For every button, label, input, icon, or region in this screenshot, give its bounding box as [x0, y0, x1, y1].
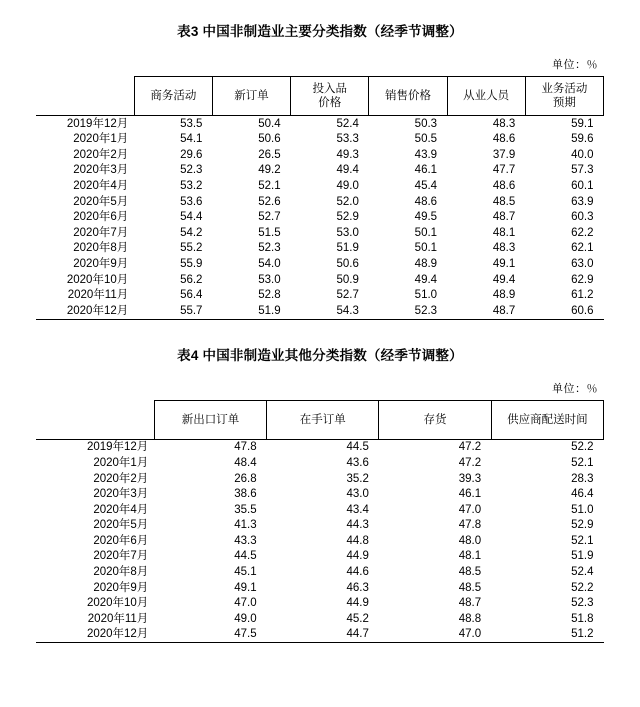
table-row	[36, 502, 604, 518]
cell-value: 47.0	[379, 627, 491, 643]
cell-value: 52.1	[571, 456, 594, 469]
cell-value: 47.8	[458, 519, 482, 532]
table-row	[36, 455, 604, 471]
cell-value: 44.9	[346, 597, 369, 610]
cell-value: 26.5	[258, 148, 281, 161]
cell-value: 53.5	[180, 117, 203, 130]
row-label: 2020年6月	[93, 534, 149, 547]
table-row	[36, 549, 604, 565]
cell-value: 50.4	[258, 117, 281, 130]
cell-value: 50.9	[336, 273, 359, 286]
table4-title: 表4 中国非制造业其他分类指数（经季节调整）	[177, 347, 463, 363]
cell-value: 57.3	[571, 164, 594, 177]
table-row	[36, 564, 604, 580]
table3-unit-label: 单位：％	[552, 59, 598, 71]
row-label: 2020年8月	[93, 566, 149, 579]
cell-value: 53.2	[180, 179, 203, 192]
cell-value: 45.4	[414, 179, 438, 192]
table3-col-2-line1: 投入品	[312, 82, 347, 95]
cell-value: 44.6	[346, 566, 369, 579]
cell-value: 51.0	[414, 289, 438, 302]
cell-value: 46.1	[414, 164, 438, 177]
table-row	[36, 147, 604, 163]
cell-value: 41.3	[234, 519, 257, 532]
table4-header-row	[36, 400, 604, 439]
table4-body	[36, 439, 604, 643]
cell-value: 51.0	[571, 503, 594, 516]
table3-corner-cell	[36, 77, 134, 116]
row-label: 2020年7月	[93, 550, 149, 563]
cell-value: 43.6	[346, 456, 369, 469]
cell-value: 52.2	[571, 441, 594, 454]
cell-value: 49.4	[336, 164, 359, 177]
table-row	[36, 256, 604, 272]
cell-value: 48.6	[492, 133, 516, 146]
cell-value: 52.9	[336, 211, 359, 224]
cell-value: 60.6	[525, 303, 603, 319]
cell-value: 52.0	[336, 195, 359, 208]
cell-value: 43.4	[346, 503, 369, 516]
cell-value: 44.7	[267, 627, 379, 643]
cell-value: 52.7	[258, 211, 281, 224]
cell-value: 48.4	[234, 456, 257, 469]
cell-value: 49.4	[414, 273, 438, 286]
cell-value: 56.2	[180, 273, 203, 286]
cell-value: 60.1	[571, 179, 594, 192]
cell-value: 51.5	[258, 226, 281, 239]
cell-value: 52.2	[571, 581, 594, 594]
cell-value: 44.8	[346, 534, 369, 547]
cell-value: 52.3	[180, 164, 203, 177]
cell-value: 48.9	[492, 289, 516, 302]
cell-value: 55.7	[134, 303, 212, 319]
row-label: 2020年3月	[73, 164, 129, 177]
row-label: 2020年9月	[73, 257, 129, 270]
cell-value: 52.1	[258, 179, 281, 192]
table-row	[36, 580, 604, 596]
cell-value: 48.7	[447, 303, 525, 319]
cell-value: 49.1	[492, 257, 516, 270]
table-row	[36, 163, 604, 179]
cell-value: 52.6	[258, 195, 281, 208]
cell-value: 52.7	[336, 289, 359, 302]
cell-value: 35.2	[346, 472, 369, 485]
row-label: 2020年7月	[73, 226, 129, 239]
cell-value: 54.0	[258, 257, 281, 270]
cell-value: 59.6	[571, 133, 594, 146]
table-row	[36, 471, 604, 487]
row-label: 2019年12月	[86, 441, 149, 454]
cell-value: 48.5	[458, 566, 482, 579]
cell-value: 35.5	[234, 503, 257, 516]
cell-value: 51.9	[212, 303, 290, 319]
cell-value: 61.2	[571, 289, 594, 302]
table-row	[36, 288, 604, 304]
cell-value: 49.3	[336, 148, 359, 161]
cell-value: 26.8	[234, 472, 257, 485]
cell-value: 29.6	[180, 148, 203, 161]
cell-value: 52.4	[571, 566, 594, 579]
cell-value: 47.2	[458, 456, 482, 469]
table3-col-4	[447, 77, 525, 116]
table3-col-2	[291, 77, 369, 116]
table-row	[36, 241, 604, 257]
row-label: 2020年4月	[93, 503, 149, 516]
cell-value: 48.1	[492, 226, 516, 239]
cell-value: 44.3	[346, 519, 369, 532]
table-row	[36, 533, 604, 549]
cell-value: 51.8	[571, 612, 594, 625]
row-label: 2020年3月	[93, 488, 149, 501]
cell-value: 50.1	[414, 226, 438, 239]
table4	[36, 400, 604, 644]
cell-value: 48.5	[458, 581, 482, 594]
cell-value: 45.2	[346, 612, 369, 625]
table3-col-4-line1: 从业人员	[463, 89, 510, 102]
cell-value: 37.9	[492, 148, 516, 161]
cell-value: 52.1	[571, 534, 594, 547]
table-row	[36, 611, 604, 627]
row-label: 2020年2月	[73, 148, 129, 161]
table-row	[36, 225, 604, 241]
cell-value: 48.3	[492, 117, 516, 130]
table3-body	[36, 116, 604, 320]
cell-value: 49.2	[258, 164, 281, 177]
cell-value: 53.0	[336, 226, 359, 239]
cell-value: 44.5	[234, 550, 257, 563]
cell-value: 28.3	[571, 472, 594, 485]
table-row	[36, 178, 604, 194]
cell-value: 48.3	[492, 242, 516, 255]
row-label: 2020年10月	[86, 597, 149, 610]
table4-section	[0, 320, 640, 654]
cell-value: 48.8	[458, 612, 482, 625]
table3-section	[0, 0, 640, 320]
table4-head	[36, 400, 604, 439]
cell-value: 48.7	[492, 211, 516, 224]
table4-col-2: 存货	[379, 400, 491, 439]
row-label: 2020年8月	[73, 242, 129, 255]
cell-value: 53.6	[180, 195, 203, 208]
cell-value: 47.7	[492, 164, 516, 177]
cell-value: 40.0	[571, 148, 594, 161]
table-row	[36, 210, 604, 226]
row-label: 2020年10月	[66, 273, 129, 286]
row-label: 2020年1月	[73, 133, 129, 146]
table3-col-5	[525, 77, 603, 116]
cell-value: 48.6	[414, 195, 438, 208]
cell-value: 46.3	[346, 581, 369, 594]
cell-value: 54.3	[291, 303, 369, 319]
table3	[36, 76, 604, 320]
cell-value: 52.3	[571, 597, 594, 610]
table4-unit-label: 单位：％	[552, 382, 598, 395]
table3-col-2-line2: 价格	[318, 97, 342, 109]
cell-value: 50.6	[336, 257, 359, 270]
cell-value: 63.9	[571, 195, 594, 208]
cell-value: 60.3	[571, 211, 594, 224]
cell-value: 54.4	[180, 211, 203, 224]
table4-col-0: 新出口订单	[154, 400, 266, 439]
cell-value: 52.4	[336, 117, 359, 130]
cell-value: 53.3	[336, 133, 359, 146]
table3-col-1-line1: 新订单	[234, 89, 269, 102]
cell-value: 50.1	[414, 242, 438, 255]
row-label: 2020年5月	[93, 519, 149, 532]
cell-value: 48.9	[414, 257, 438, 270]
cell-value: 44.9	[346, 550, 369, 563]
table-row	[36, 303, 604, 319]
cell-value: 47.0	[234, 597, 257, 610]
cell-value: 49.4	[492, 273, 516, 286]
cell-value: 51.9	[336, 242, 359, 255]
table-row	[36, 272, 604, 288]
cell-value: 54.2	[180, 226, 203, 239]
cell-value: 52.8	[258, 289, 281, 302]
cell-value: 54.1	[180, 133, 203, 146]
table-row	[36, 439, 604, 455]
table3-col-5-line1: 业务活动	[541, 82, 588, 95]
cell-value: 43.3	[234, 534, 257, 547]
cell-value: 48.0	[458, 534, 482, 547]
table4-col-3: 供应商配送时间	[491, 400, 603, 439]
table4-corner-cell	[36, 400, 154, 439]
table3-col-1	[212, 77, 290, 116]
table-row	[36, 116, 604, 132]
cell-value: 46.4	[571, 488, 594, 501]
cell-value: 62.2	[571, 226, 594, 239]
cell-value: 53.0	[258, 273, 281, 286]
row-label: 2020年5月	[73, 195, 129, 208]
table-row	[36, 518, 604, 534]
table3-title: 表3 中国非制造业主要分类指数（经季节调整）	[177, 24, 463, 39]
cell-value: 47.5	[154, 627, 266, 643]
cell-value: 38.6	[234, 488, 257, 501]
cell-value: 63.0	[571, 257, 594, 270]
row-label: 2020年4月	[73, 179, 129, 192]
table3-col-3	[369, 77, 447, 116]
cell-value: 50.3	[414, 117, 438, 130]
cell-value: 62.1	[571, 242, 594, 255]
cell-value: 55.9	[180, 257, 203, 270]
cell-value: 49.0	[234, 612, 257, 625]
table3-col-0	[134, 77, 212, 116]
cell-value: 52.3	[258, 242, 281, 255]
table3-head	[36, 77, 604, 116]
cell-value: 49.1	[234, 581, 257, 594]
table3-col-5-line2: 预期	[552, 97, 576, 109]
cell-value: 49.5	[414, 211, 438, 224]
cell-value: 52.3	[369, 303, 447, 319]
cell-value: 51.2	[491, 627, 603, 643]
cell-value: 43.0	[346, 488, 369, 501]
row-label: 2020年12月	[36, 303, 134, 319]
cell-value: 55.2	[180, 242, 203, 255]
cell-value: 62.9	[571, 273, 594, 286]
table3-header-row	[36, 77, 604, 116]
table-row	[36, 487, 604, 503]
row-label: 2020年2月	[93, 472, 149, 485]
row-label: 2020年9月	[93, 581, 149, 594]
table3-col-0-line1: 商务活动	[150, 89, 197, 102]
table-row	[36, 194, 604, 210]
row-label: 2020年11月	[87, 612, 149, 625]
table-row	[36, 596, 604, 612]
cell-value: 45.1	[234, 566, 257, 579]
table4-col-1: 在手订单	[267, 400, 379, 439]
cell-value: 48.6	[492, 179, 516, 192]
row-label: 2019年12月	[66, 117, 129, 130]
cell-value: 56.4	[180, 289, 203, 302]
table-row	[36, 627, 604, 643]
cell-value: 59.1	[571, 117, 594, 130]
cell-value: 49.0	[336, 179, 359, 192]
cell-value: 47.0	[458, 503, 482, 516]
cell-value: 44.5	[346, 441, 369, 454]
table3-col-3-line1: 销售价格	[384, 89, 431, 102]
cell-value: 48.7	[458, 597, 482, 610]
cell-value: 48.1	[458, 550, 482, 563]
cell-value: 43.9	[414, 148, 438, 161]
row-label: 2020年6月	[73, 211, 129, 224]
cell-value: 47.8	[234, 441, 257, 454]
cell-value: 51.9	[571, 550, 594, 563]
row-label: 2020年12月	[36, 627, 154, 643]
cell-value: 50.6	[258, 133, 281, 146]
table-row	[36, 132, 604, 148]
cell-value: 48.5	[492, 195, 516, 208]
cell-value: 46.1	[458, 488, 482, 501]
cell-value: 47.2	[458, 441, 482, 454]
cell-value: 52.9	[571, 519, 594, 532]
cell-value: 39.3	[458, 472, 482, 485]
row-label: 2020年1月	[93, 456, 149, 469]
cell-value: 50.5	[414, 133, 438, 146]
row-label: 2020年11月	[67, 289, 129, 302]
bottom-spacer	[0, 643, 640, 653]
